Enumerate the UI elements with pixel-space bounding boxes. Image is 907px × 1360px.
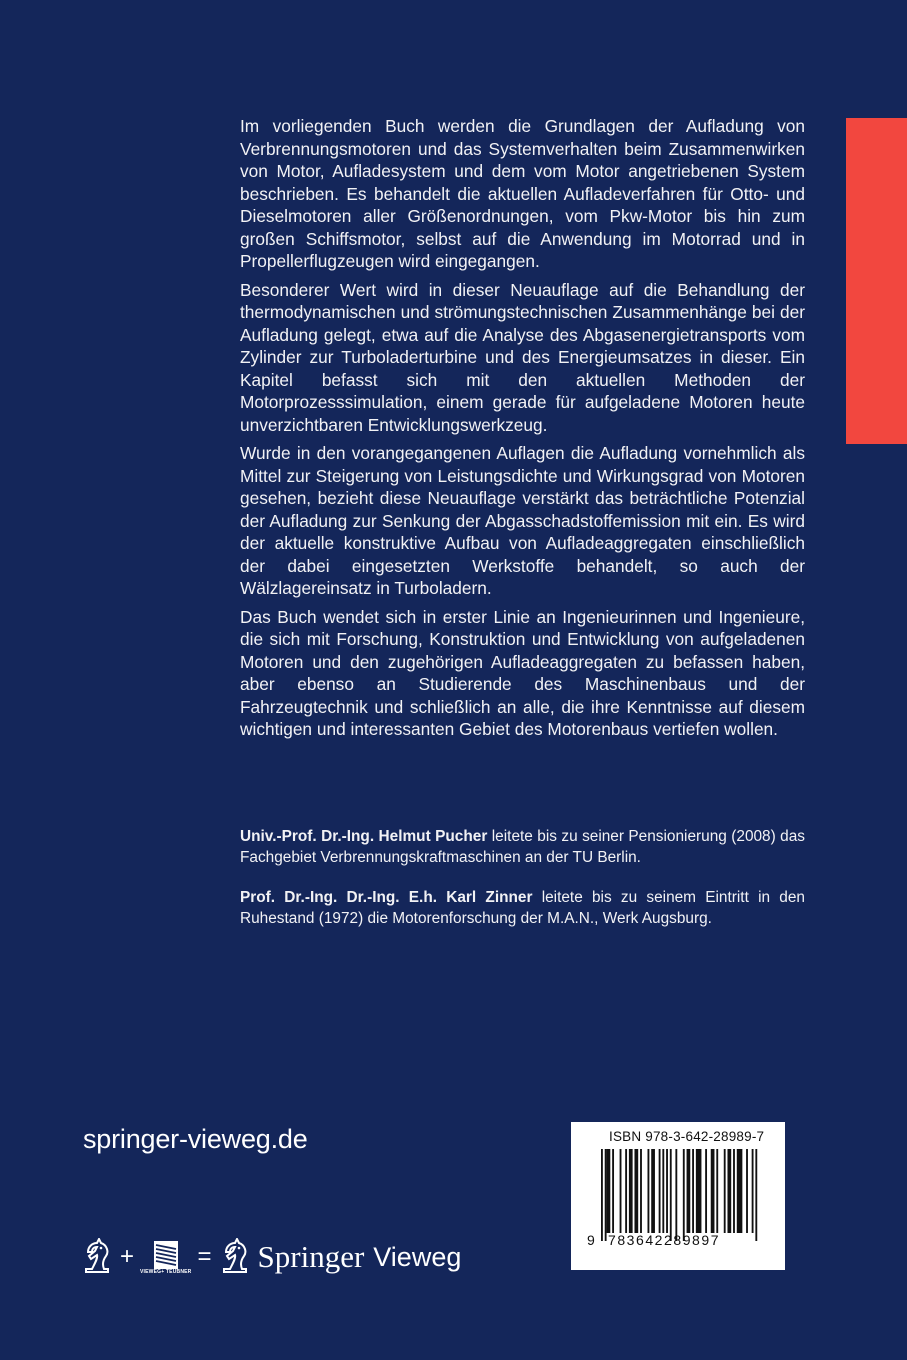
ean-first-digit: 9: [587, 1232, 596, 1248]
isbn-label: ISBN 978-3-642-28989-7: [609, 1129, 765, 1144]
author-text-pucher: leitete bis zu seiner Pensionierung (2008) das Fachgebiet Verbrennungskraftmaschinen an der TU Berlin.: [240, 828, 805, 866]
springer-wordmark: Springer: [257, 1239, 365, 1274]
plus-sign: +: [120, 1243, 135, 1270]
author-text-zinner: leitete bis zu seinem Eintritt in den Ruhestand (1972) die Motorenforschung der M.A.N., Werk Augsburg.: [240, 889, 805, 927]
description-paragraph-4: Das Buch wendet sich in erster Linie an Ingenieurinnen und Ingenieure, die sich mit Forschung, Konstruktion und Entwicklung von aufgeladenen Motoren und den zugehörigen Aufladeaggregaten zu befassen haben, aber ebenso an Studierende des Maschinenbaus und der Fahrzeugtechnik und schließlich an alle, die ihre Kenntnisse auf diesem wichtigen und interessanten Gebiet des Motorenbaus vertiefen wollen.: [240, 606, 805, 739]
author-name-pucher: Univ.-Prof. Dr.-Ing. Helmut Pucher: [240, 828, 488, 845]
vieweg-teubner-logo: [140, 1240, 191, 1275]
publisher-website[interactable]: springer-vieweg.de: [83, 1124, 308, 1154]
vieweg-wordmark: Vieweg: [373, 1241, 462, 1272]
springer-horse-icon: [218, 1238, 252, 1276]
book-description: [240, 115, 805, 747]
description-paragraph-1: Im vorliegenden Buch werden die Grundlagen der Aufladung von Verbrennungsmotoren und das Systemverhalten beim Zusammenwirken von Motor, Aufladesystem und dem vom Motor angetriebenen System beschrieben. Es behandelt die aktuellen Aufladeverfahren für Otto- und Dieselmotoren aller Größenordnungen, vom Pkw-Motor bis hin zum großen Schiffsmotor, selbst auf die Anwendung im Motorrad und in Propellerflugzeugen wird eingegangen.: [240, 116, 805, 271]
description-paragraph-3: Wurde in den vorangegangenen Auflagen die Aufladung vornehmlich als Mittel zur Steigerung von Leistungsdichte und Wirkungsgrad von Motoren gesehen, bezieht diese Neuauflage verstärkt das beträchtliche Potenzial der Aufladung zur Senkung der Abgasschadstoffemission mit ein. Es wird der aktuelle konstruktive Aufbau von Aufladeaggregaten einschließlich der dabei eingesetzten Werkstoffe behandelt, so auch der Wälzlagereinsatz in Turboladern.: [240, 443, 805, 598]
author-bio-pucher: [240, 826, 805, 868]
author-bio-zinner: [240, 887, 805, 929]
ean-digits-rest: 783642289897: [608, 1232, 721, 1248]
red-accent-tab: [846, 118, 907, 444]
isbn-barcode: [571, 1122, 785, 1270]
springer-horse-icon: [80, 1238, 114, 1276]
vieweg-teubner-icon: [153, 1240, 179, 1270]
publisher-logos: [80, 1232, 461, 1282]
equals-sign: =: [197, 1243, 212, 1270]
author-name-zinner: Prof. Dr.-Ing. Dr.-Ing. E.h. Karl Zinner: [240, 889, 533, 906]
vieweg-teubner-caption: VIEWEG+ TEUBNER: [140, 1268, 192, 1275]
description-paragraph-2: Besonderer Wert wird in dieser Neuauflage auf die Behandlung der thermodynamischen und strömungstechnischen Zusammenhänge bei der Aufladung gelegt, etwa auf die Analyse des Abgasenergietransports vom Zylinder zur Turboladerturbine und des Energieumsatzes in dieser. Ein Kapitel befasst sich mit den aktuellen Methoden der Motorprozesssimulation, einem gerade für aufgeladene Motoren heute unverzichtbaren Entwicklungswerkzeug.: [240, 279, 805, 435]
author-bios: [240, 826, 805, 948]
